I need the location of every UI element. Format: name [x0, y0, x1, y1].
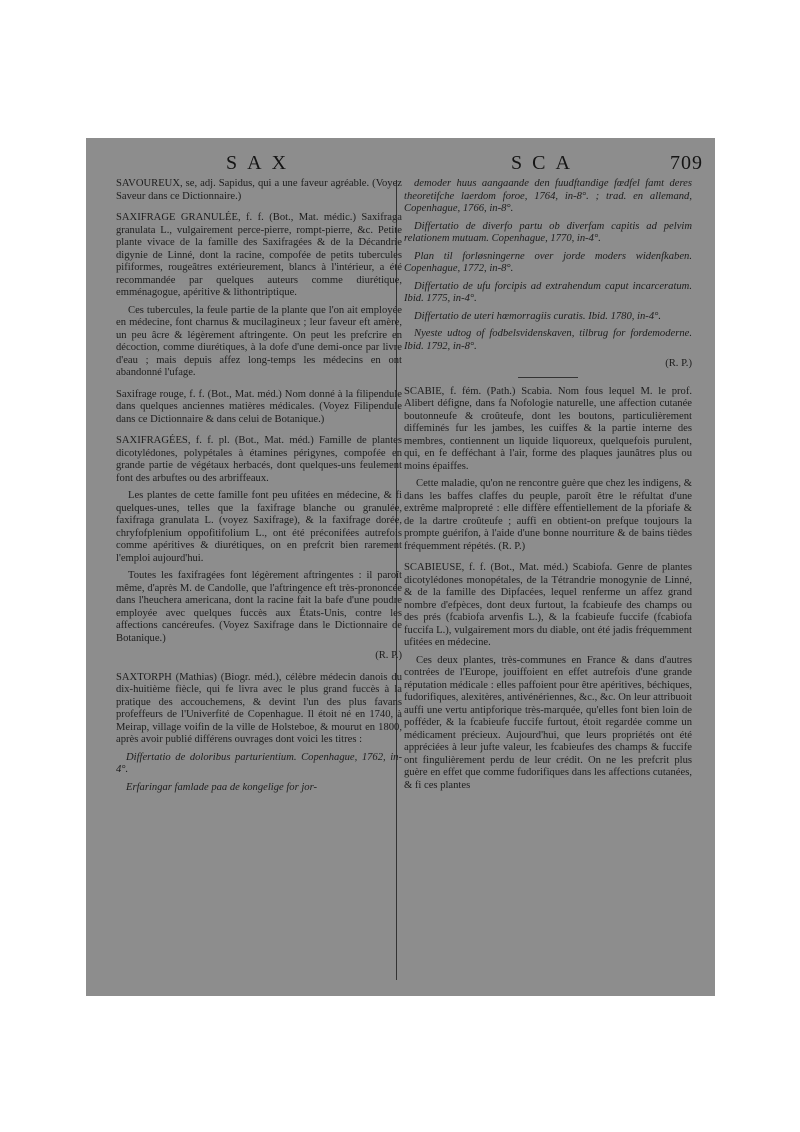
left-column [116, 178, 402, 799]
paragraph: Toutes les faxifragées font légèrement aftringentes : il paroît même, d'après M. de Candolle, que l'aftringence eft très-prononcée dans l'heuchera americana, dont la racine fait la bafe d'une poudre employée avec quelques fuccès aux États-Unis, contre les affections cancéreufes. (Voyez Saxifrage dans le Dictionnaire de Botanique.) [116, 570, 402, 644]
paragraph: Ces tubercules, la feule partie de la plante que l'on ait employée en médecine, font charnus & mucilagineux ; leur faveur eft amère, un peu âcre & légèrement aftringente. On peut les prefcrire en décoction, comme diurétiques, à la dofe d'une demi-once par livre d'eau ; mais depuis affez long-temps les médecins en ont abandonné l'ufage. [116, 304, 402, 378]
bibliography-item: Nyeste udtog of fodbelsvidenskaven, tilbrug for fordemoderne. Ibid. 1792, in-8°. [404, 328, 692, 352]
bibliography-item: demoder huus aangaande den fuudftandige fœdfel famt deres theoretifche laerdom foroe, 1764, in-8°. ; trad. en allemand, Copenhague, 1766, in-8°. [404, 178, 692, 214]
entry-saxtorph: SAXTORPH (Mathias) (Biogr. méd.), célèbre médecin danois du dix-huitième fiècle, qui fe livra avec le plus grand fuccès à la pratique des accouchemens, & devint l'un des plus favans profeffeurs de l'Univerfité de Copenhague. Il étoit né en 1740, à Meirap, village voifin de la ville de Holsteboe, & mourut en 1800, après avoir publié différens ouvrages dont voici les titres : [116, 671, 402, 745]
bibliography-item: Differtatio de diverfo partu ob diverfam capitis ad pelvim relationem mutuam. Copenhague, 1770, in-4°. [404, 220, 692, 244]
author-signature: (R. P.) [375, 650, 402, 661]
running-head-right: SCA [511, 152, 580, 174]
entry-saxifrage-rouge: Saxifrage rouge, f. f. (Bot., Mat. méd.) Nom donné à la filipendule dans quelques anciennes matières médicales. (Voyez Filipendule dans ce Dictionnaire & dans celui de Botanique.) [116, 388, 402, 425]
author-signature: (R. P.) [665, 358, 692, 369]
page-number: 709 [670, 152, 703, 174]
entry-saxifragees: SAXIFRAGÉES, f. f. pl. (Bot., Mat. méd.) Famille de plantes dicotylédones, polypétales à étamines périgynes, compofée en grande partie de végétaux herbacés, dont quelques-uns feulement font des arbuftes ou des arbriffeaux. [116, 435, 402, 484]
bibliography-item: Erfaringar famlade paa de kongelige for jor- [126, 781, 318, 793]
entry-saxifrage-granulee: SAXIFRAGE GRANULÉE, f. f. (Bot., Mat. médic.) Saxifraga granulata L., vulgairement perce-pierre, rompt-pierre, &c. Petite plante vivace de la famille des Saxifragées & de la Décandrie digynie de Linné, dont la racine, compofée de petits tubercules pififormes, rougeâtres extérieurement, blancs à l'intérieur, a été recommandée par quelques auteurs comme diurétique, emménagogue, apéritive & lithontriptique. [116, 212, 402, 298]
bibliography-item: Differtatio de doloribus parturientium. Copenhague, 1762, in-4°. [116, 751, 402, 775]
entry-scabieuse: SCABIEUSE, f. f. (Bot., Mat. méd.) Scabiofa. Genre de plantes dicotylédones monopétales, de la Tétrandrie monogynie de Linné, & de la famille des Dipfacées, lequel renferme un affez grand nombre d'efpèces, dont deux furtout, la fcabieufe des champs ou des prés (fcabiofa arvenfis L.), & la fcabieufe fuccife (fcabiofa fuccifa L.), vulgairement mors du diable, ont été jadis fréquemment ufitées en médecine. [404, 562, 692, 648]
paragraph: Les plantes de cette famille font peu ufitées en médecine, & fi quelques-unes, telles que la faxifrage blanche ou granulée, faxifraga granulata L. (voyez Saxifrage), & la faxifrage dorée, chryfofplenium oppofitifolium L., ont été préconifées autrefois comme apéritives & diurétiques, on en prefcrit bien rarement l'emploi aujourd'hui. [116, 490, 402, 564]
entry-scabie: SCABIE, f. fém. (Path.) Scabia. Nom fous lequel M. le prof. Alibert défigne, dans fa Nofologie naturelle, une affection cutanée boutonneufe & croûteufe, dont les boutons, particulièrement diffeminés fur les jambes, les cuiffes & la partie interne des membres, contiennent un liquide liquoreux, quelquefois purulent, qui, en fe defféchant à l'air, forme des plaques jaunâtres plus ou moins épaiffes. [404, 385, 692, 472]
bibliography-item: Differtatio de ufu forcipis ad extrahendum caput incarceratum. Ibid. 1775, in-4°. [404, 280, 692, 304]
bibliography-item: Differtatio de uteri hœmorragiis curatis. Ibid. 1780, in-4°. [414, 310, 662, 322]
paragraph: Cette maladie, qu'on ne rencontre guère que chez les indigens, & dans les baffes claffes du peuple, paroît être le réfultat d'une extrême malpropreté : elle diffère effentiellement de la pforiafe & de la dartre croûteufe ; auffi en obtient-on prefque toujours la prompte guérifon, à l'aide d'une bonne nourriture & de bains tièdes fréquemment répétés. (R. P.) [404, 478, 692, 552]
entry-savoureux: SAVOUREUX, se, adj. Sapidus, qui a une faveur agréable. (Voyez Saveur dans ce Dictionnaire.) [116, 178, 402, 202]
bibliography-item: Plan til forløsningerne over jorde moders widenfkaben. Copenhague, 1772, in-8°. [404, 250, 692, 274]
section-rule [518, 377, 578, 378]
scanned-page [86, 138, 715, 996]
paragraph: Ces deux plantes, très-communes en France & dans d'autres contrées de l'Europe, jouiffoient en effet autrefois d'une grande réputation médicale : elles paffoient pour être apéritives, béchiques, fudorifiques, alexitères, antivénériennes, &c., &c. On leur attribuoit auffi une vertu antipforique très-marquée, qu'elles font bien loin de pofféder, & la fcabieufe fuccife furtout, étoit regardée comme un médicament précieux. Aujourd'hui, que leurs propriétés ont été appréciées à leur jufte valeur, les fcabieufes des champs & fuccife ont fingulièrement perdu de leur crédit. On ne les prefcrit plus guère en effet que comme fudorifiques dans les affections cutanées, & fi ces plantes [404, 654, 692, 791]
right-column [404, 178, 692, 797]
running-head-left: SAX [226, 152, 297, 174]
